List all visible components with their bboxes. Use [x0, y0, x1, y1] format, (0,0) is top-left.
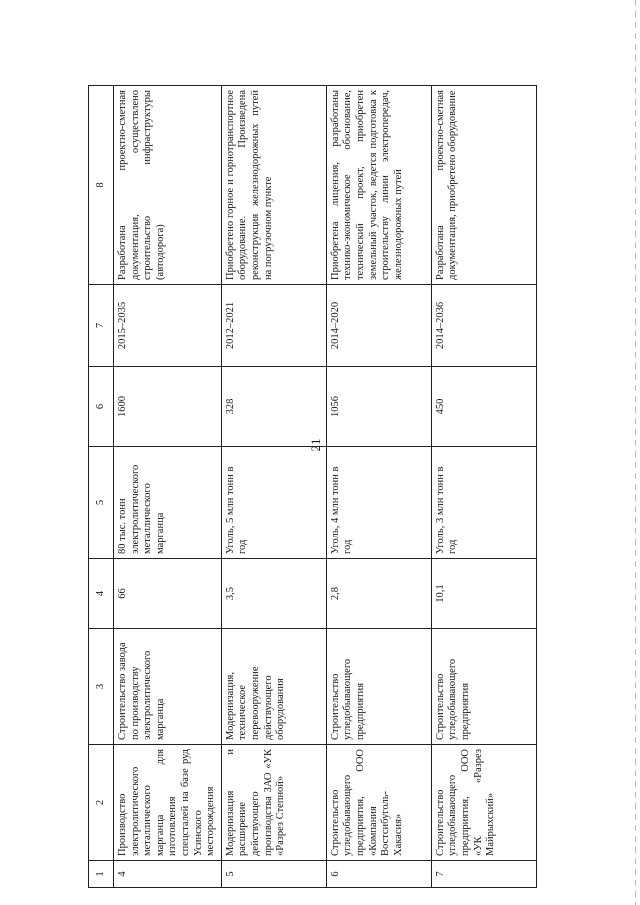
period: 2015–2035: [114, 285, 222, 367]
investment-value: 66: [114, 559, 222, 629]
project-description: Строительство угледобывающего предприятия: [326, 629, 431, 745]
page-number: 21: [308, 438, 323, 452]
header-cell: 5: [89, 447, 114, 559]
table-row: [114, 86, 222, 888]
capacity: Уголь, 5 млн тонн в год: [221, 447, 326, 559]
project-name: Производство электролитического металлического марганца для изготовления спецсталей на базе руд Усинского месторождения: [114, 745, 222, 861]
capacity: Уголь, 3 млн тонн в год: [431, 447, 536, 559]
jobs-count: 328: [221, 367, 326, 447]
table-container: [88, 86, 528, 888]
projects-table: [88, 85, 537, 888]
investment-value: 3,5: [221, 559, 326, 629]
row-number: 7: [431, 861, 536, 888]
row-number: 6: [326, 861, 431, 888]
investment-value: 2,8: [326, 559, 431, 629]
table-row: [431, 86, 536, 888]
header-cell: 1: [89, 861, 114, 888]
period: 2012–2021: [221, 285, 326, 367]
scan-edge-line: [635, 0, 636, 905]
row-number: 4: [114, 861, 222, 888]
capacity: 80 тыс. тонн электролитического металлического марганца: [114, 447, 222, 559]
project-description: Строительство угледобывающего предприятия: [431, 629, 536, 745]
header-cell: 6: [89, 367, 114, 447]
table-row: [221, 86, 326, 888]
jobs-count: 1056: [326, 367, 431, 447]
status: Приобретена лицензия, разработаны технико-экономическое обоснование, технический проект, приобретен земельный участок, ведется подготовка к строительству линии электропередач, железнодорожных путей: [326, 86, 431, 285]
header-row: [89, 86, 114, 888]
status: Разработана проектно-сметная документация, приобретено оборудование: [431, 86, 536, 285]
capacity: Уголь, 4 млн тонн в год: [326, 447, 431, 559]
header-cell: 3: [89, 629, 114, 745]
header-cell: 2: [89, 745, 114, 861]
row-number: 5: [221, 861, 326, 888]
rotated-table-area: [88, 86, 528, 888]
period: 2014–2020: [326, 285, 431, 367]
jobs-count: 450: [431, 367, 536, 447]
project-name: Строительство угледобывающего предприятия, ООО «Компания Востсибуголь-Хакасия»: [326, 745, 431, 861]
header-cell: 8: [89, 86, 114, 285]
table-row: [326, 86, 431, 888]
status: Приобретено горное и горнотранспортное оборудование. Произведена реконструкция железнодорожных путей на погрузочном пункте: [221, 86, 326, 285]
jobs-count: 1600: [114, 367, 222, 447]
status: Разработана проектно-сметная документация, осуществлено строительство инфраструктуры (автодорога): [114, 86, 222, 285]
period: 2014–2036: [431, 285, 536, 367]
project-description: Модернизация, техническое перевооружение действующего оборудования: [221, 629, 326, 745]
investment-value: 10,1: [431, 559, 536, 629]
header-cell: 7: [89, 285, 114, 367]
header-cell: 4: [89, 559, 114, 629]
project-description: Строительство завода по производству электролитического марганца: [114, 629, 222, 745]
project-name: Строительство угледобывающего предприятия, ООО «УК «Разрез Майрыхский»: [431, 745, 536, 861]
project-name: Модернизация и расширение действующего производства ЗАО «УК «Разрез Степной»: [221, 745, 326, 861]
